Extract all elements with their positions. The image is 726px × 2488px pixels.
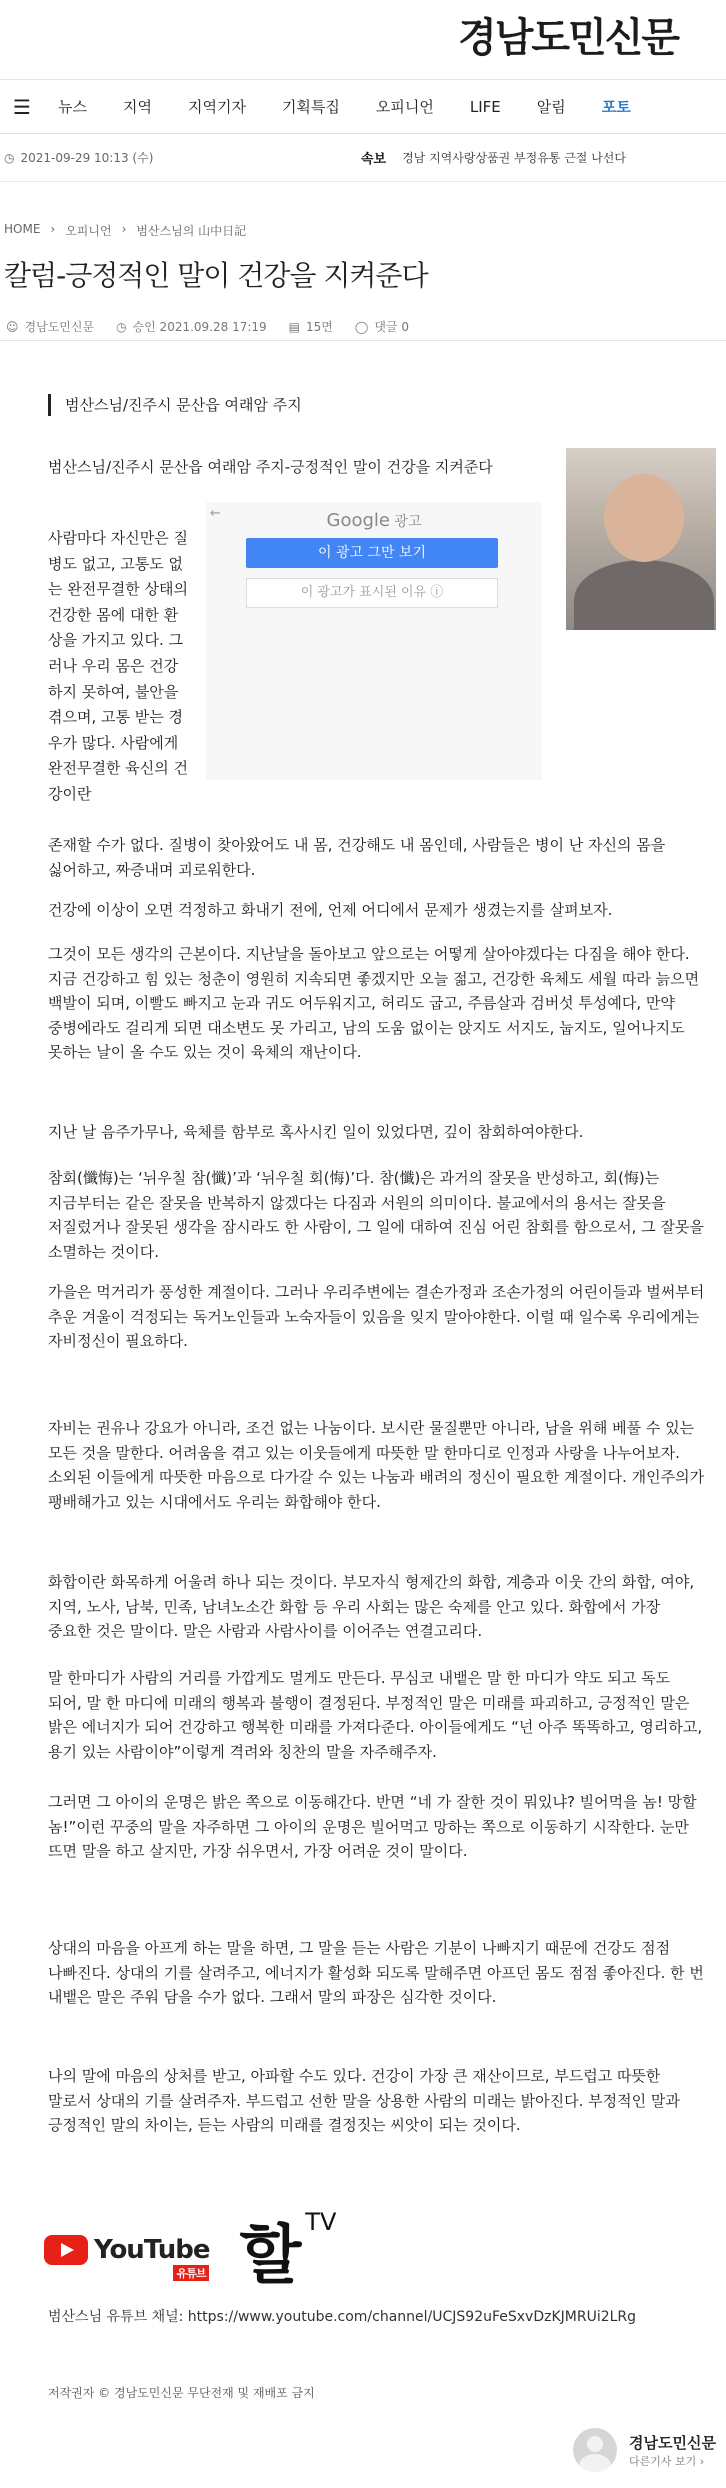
paragraph: 존재할 수가 없다. 질병이 찾아왔어도 내 몸, 건강해도 내 몸인데, 사람들은 병이 난 자신의 몸을 싫어하고, 짜증내며 괴로워한다. bbox=[48, 836, 666, 879]
paragraph: 가을은 먹거리가 풍성한 계절이다. 그러나 우리주변에는 결손가정과 조손가정의 어린이들과 벌써부터 추운 겨울이 걱정되는 독거노인들과 노숙자들이 있음을 잊지 말아야한다. 이럴 때 일수록 우리에게는 자비정신이 필요하다. bbox=[48, 1283, 705, 1350]
youtube-promo[interactable] bbox=[44, 2204, 336, 2296]
paragraph: 자비는 권유나 강요가 아니라, 조건 없는 나눔이다. 보시란 물질뿐만 아니라, 남을 위해 베풀 수 있는 모든 것을 말한다. 어려움을 겪고 있는 이웃들에게 따뜻한 말 한마디로 인정과 사랑을 나누어보자. 소외된 이들에게 따뜻한 마음으로 다가갈 수 있는 나눔과 배려의 정신이 필요한 계절이다. 개인주의가 팽배해가고 있는 시대에서도 우리는 화합해야 한다. bbox=[48, 1419, 705, 1511]
breadcrumb bbox=[4, 222, 246, 239]
nav-item-opinion[interactable]: 오피니언 bbox=[375, 98, 434, 116]
nav-item-notice[interactable]: 알림 bbox=[536, 98, 566, 116]
more-articles-link[interactable]: 다른기사 보기 › bbox=[629, 2454, 705, 2468]
paragraph: 건강에 이상이 오면 걱정하고 화내기 전에, 언제 어디에서 문제가 생겼는지를 살펴보자. bbox=[48, 901, 613, 919]
divider bbox=[0, 340, 726, 341]
play-icon bbox=[44, 2235, 88, 2265]
breadcrumb-section[interactable]: 범산스님의 山中日記 bbox=[136, 224, 247, 238]
nav-item-news[interactable]: 뉴스 bbox=[58, 98, 87, 116]
channel-link[interactable]: 범산스님 유튜브 채널: https://www.youtube.com/channel/UCJS92uFeSxvDzKJMRUi2LRg bbox=[48, 2309, 637, 2325]
meta-page: ▤ 15면 bbox=[288, 319, 333, 334]
nav-item-region[interactable]: 지역 bbox=[122, 98, 152, 116]
author-photo bbox=[566, 448, 716, 630]
nav-item-feature[interactable]: 기획특집 bbox=[281, 98, 340, 116]
meta-comments[interactable]: ◯ 댓글 0 bbox=[354, 319, 409, 334]
paragraph: 그러면 그 아이의 운명은 밝은 쪽으로 이동해간다. 반면 “네 가 잘한 것이 뭐있냐? 빌어먹을 놈! 망할 놈!”이런 꾸중의 말을 자주하면 그 아이의 운명은 빌어먹고 망하는 쪽으로 이동하기 시작한다. 눈만 뜨면 말을 하고 살지만, 가장 쉬우면서, 가장 어려운 것이 말이다. bbox=[48, 1793, 697, 1860]
breaking-news bbox=[361, 148, 626, 167]
paragraph: 그것이 모든 생각의 근본이다. 지난날을 돌아보고 앞으로는 어떻게 살아야겠다는 다짐을 해야 한다. 지금 건강하고 힘 있는 청춘이 영원히 지속되면 좋겠지만 오늘 젊고, 건강한 육체도 세월 따라 늙으면 백발이 되며, 이빨도 빠지고 눈과 귀도 어두워지고, 허리도 굽고, 주름살과 검버섯 투성예다, 만약 중병에라도 걸리게 되면 대소변도 못 가리고, 남의 도움 없이는 앉지도 서지도, 눕지도, 일어나지도 못하는 날이 올 수도 있는 것이 육체의 재난이다. bbox=[48, 945, 700, 1061]
breaking-label: 속보 bbox=[360, 152, 387, 167]
paragraph: 참회(懺悔)는 ‘뉘우칠 참(懺)’과 ‘뉘우칠 회(悔)’다. 참(懺)은 과거의 잘못을 반성하고, 회(悔)는 지금부터는 같은 잘못을 반복하지 않겠다는 다짐과 서원의 의미이다. 불교에서의 용서는 잘못을 저질렀거나 잘못된 생각을 잠시라도 한 사람이, 그 일에 대하여 진심 어린 참회를 함으로서, 그 잘못을 소멸하는 것이다. bbox=[48, 1169, 704, 1261]
comment-icon: ◯ bbox=[354, 319, 369, 334]
lead-text: 범산스님/진주시 문산읍 여래암 주지-긍정적인 말이 건강을 지켜준다 bbox=[48, 458, 493, 476]
back-arrow-icon[interactable]: ← bbox=[210, 506, 221, 521]
chevron-right-icon: › bbox=[50, 222, 56, 236]
paragraph: 말 한마디가 사람의 거리를 가깝게도 멀게도 만든다. 무심코 내뱉은 말 한 마디가 약도 되고 독도 되어, 말 한 마디에 미래의 행복과 불행이 결정된다. 부정적인 말은 미래를 파괴하고, 긍정적인 말은 밝은 에너지가 되어 건강하고 행복한 미래를 가져다준다. 아이들에게도 “넌 아주 똑똑하고, 영리하고, 용기 있는 사람이야”이렇게 격려와 칭찬의 말을 자주해주자. bbox=[48, 1669, 703, 1761]
hal-tv-logo: 할 TV bbox=[239, 2208, 337, 2293]
chevron-right-icon: › bbox=[121, 222, 127, 236]
main-nav bbox=[0, 80, 726, 134]
avatar bbox=[573, 2428, 617, 2472]
user-icon: ☺ bbox=[6, 319, 19, 334]
youtube-logo: YouTube 유튜브 bbox=[44, 2235, 209, 2265]
article-meta bbox=[6, 318, 409, 335]
breaking-headline[interactable]: 경남 지역사랑상품권 부정유통 근절 나선다 bbox=[402, 151, 626, 165]
side-paragraph: 사람마다 자신만은 질병도 없고, 고통도 없는 완전무결한 상태의 건강한 몸에 대한 환상을 가지고 있다. 그러나 우리 몸은 건강하지 못하여, 불안을 겪으며, 고통 받는 경우가 많다. 사람에게 완전무결한 육신의 건강이란 bbox=[48, 529, 188, 803]
paragraph: 화합이란 화목하게 어울려 하나 되는 것이다. 부모자식 형제간의 화합, 계층과 이웃 간의 화합, 여야, 지역, 노사, 남북, 민족, 남녀노소간 화합 등 우리 사회는 많은 숙제를 안고 있다. 화합에서 가장 중요한 것은 말이다. 말은 사람과 사람사이를 이어주는 연결고리다. bbox=[48, 1573, 695, 1640]
nav-item-region-reporter[interactable]: 지역기자 bbox=[187, 98, 246, 116]
paragraph: 나의 말에 마음의 상처를 받고, 아파할 수도 있다. 건강이 가장 큰 재산이므로, 부드럽고 따뜻한 말로서 상대의 기를 살려주자. 부드럽고 선한 말을 상용한 사람의 미래는 밝아진다. 부정적인 말과 긍정적인 말의 차이는, 듣는 사람의 미래를 결정짓는 씨앗이 되는 것이다. bbox=[48, 2067, 680, 2134]
clock-icon: ◷ bbox=[4, 150, 15, 165]
paragraph: 상대의 마음을 아프게 하는 말을 하면, 그 말을 듣는 사람은 기분이 나빠지기 때문에 건강도 점점 나빠진다. 상대의 기를 살려주고, 에너지가 활성화 되도록 말해주면 아프던 몸도 점점 좋아진다. 한 번 내뱉은 말은 주워 담을 수가 없다. 그래서 말의 파장은 심각한 것이다. bbox=[48, 1939, 704, 2006]
copyright-notice: 저작권자 © 경남도민신문 무단전재 및 재배포 금지 bbox=[48, 2386, 315, 2400]
stop-ad-button[interactable]: 이 광고 그만 보기 bbox=[246, 538, 498, 568]
ad-label: Google 광고 bbox=[326, 510, 422, 531]
nav-item-life[interactable]: LIFE bbox=[469, 97, 501, 116]
site-header bbox=[0, 0, 726, 80]
meta-approved: ◷ 승인 2021.09.28 17:19 bbox=[116, 319, 267, 334]
why-ad-button[interactable]: 이 광고가 표시된 이유 ⓘ bbox=[246, 578, 498, 608]
byline: 범산스님/진주시 문산읍 여래암 주지 bbox=[48, 394, 302, 416]
breadcrumb-home[interactable]: HOME bbox=[4, 222, 41, 236]
meta-author: ☺ 경남도민신문 bbox=[6, 319, 95, 334]
author-box bbox=[573, 2428, 716, 2472]
newspaper-icon: ▤ bbox=[288, 319, 301, 334]
site-logo[interactable]: 경남도민신문 bbox=[458, 15, 678, 61]
page-title: 칼럼-긍정적인 말이 건강을 지켜준다 bbox=[4, 259, 428, 292]
nav-item-photo[interactable]: 포토 bbox=[601, 98, 631, 116]
clock-icon: ◷ bbox=[116, 319, 127, 334]
date-text: 2021-09-29 10:13 (수) bbox=[20, 151, 154, 165]
menu-icon[interactable]: ☰ bbox=[13, 94, 31, 119]
google-ad bbox=[206, 502, 542, 780]
author-name: 경남도민신문 bbox=[629, 2433, 716, 2452]
current-date bbox=[4, 149, 153, 166]
info-bar bbox=[0, 134, 726, 182]
breadcrumb-opinion[interactable]: 오피니언 bbox=[65, 224, 112, 238]
paragraph: 지난 날 음주가무나, 육체를 함부로 혹사시킨 일이 있었다면, 깊이 참회하여야한다. bbox=[48, 1123, 584, 1141]
